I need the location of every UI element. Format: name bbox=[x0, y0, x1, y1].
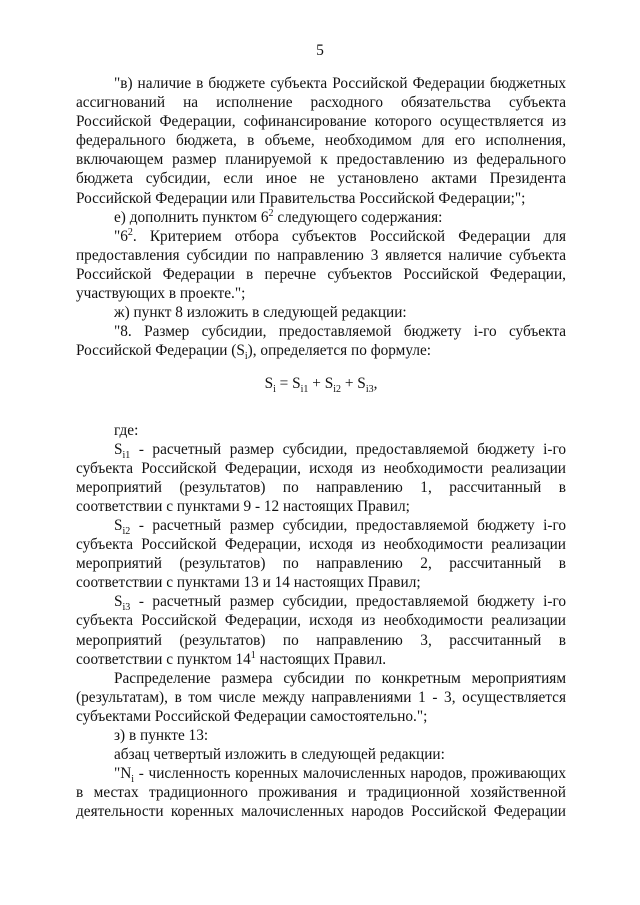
definition-ni: "$N_i$ - численность коренных малочисленных народов, проживающих в местах традиционного проживания и традиционной хозяйственной деятельности коренных малочисленных народов Российской Федерации bbox=[76, 765, 566, 821]
paragraph-gde: где: bbox=[114, 421, 139, 439]
paragraph-abzac: абзац четвертый изложить в следующей редакции: bbox=[114, 746, 445, 764]
paragraph-zh: ж) пункт 8 изложить в следующей редакции: bbox=[114, 304, 407, 322]
page-number: 5 bbox=[316, 42, 324, 59]
definition-si1: $S_{i1}$ - расчетный размер субсидии, предоставляемой бюджету i-го субъекта Российской Федерации, исходя из необходимости реализации мероприятий (результатов) по направлению 1, рассчитанный в соответствии с пунктами 9 - 12 настоящих Правил; bbox=[76, 440, 566, 515]
paragraph-distribution: Распределение размера субсидии по конкретным мероприятиям (результатам), в том числе между направлениями 1 - 3, осуществляется субъектами Российской Федерации самостоятельно."; bbox=[76, 669, 566, 725]
paragraph-z: з) в пункте 13: bbox=[114, 727, 209, 744]
document-body bbox=[76, 74, 566, 821]
paragraph-v: "в) наличие в бюджете субъекта Российской Федерации бюджетных ассигнований на исполнение расходного обязательства субъекта Российской Федерации, софинансирование которого осуществляется из федерального бюджета, в объеме, необходимом для его исполнения, включающем размер планируемой к предоставлению из федерального бюджета субсидии, если иное не установлено актами Президента Российской Федерации или Правительства Российской Федерации;"; bbox=[76, 75, 566, 207]
formula: $S_i = S_{i1} + S_{i2} + S_{i3}$, bbox=[264, 375, 378, 396]
paragraph-8: "8. Размер субсидии, предоставляемой бюджету i-го субъекта Российской Федерации $(S_i)$, определяется по формуле: bbox=[76, 323, 566, 363]
paragraph-e: е) дополнить пунктом $6^2$ следующего содержания: bbox=[114, 207, 443, 226]
definition-si3: $S_{i3}$ - расчетный размер субсидии, предоставляемой бюджету i-го субъекта Российской Федерации, исходя из необходимости реализации мероприятий (результатов) по направлению 3, рассчитанный в соответствии с пунктом $14^1$ настоящих Правил. bbox=[76, 593, 566, 668]
definition-si2: $S_{i2}$ - расчетный размер субсидии, предоставляемой бюджету i-го субъекта Российской Федерации, исходя из необходимости реализации мероприятий (результатов) по направлению 2, рассчитанный в соответствии с пунктами 13 и 14 настоящих Правил; bbox=[76, 516, 566, 592]
paragraph-6-2: "$6^2$. Критерием отбора субъектов Российской Федерации для предоставления субсидии по направлению 3 является наличие субъекта Российской Федерации в перечне субъектов Российской Федерации, участвующих в проекте."; bbox=[76, 226, 566, 303]
